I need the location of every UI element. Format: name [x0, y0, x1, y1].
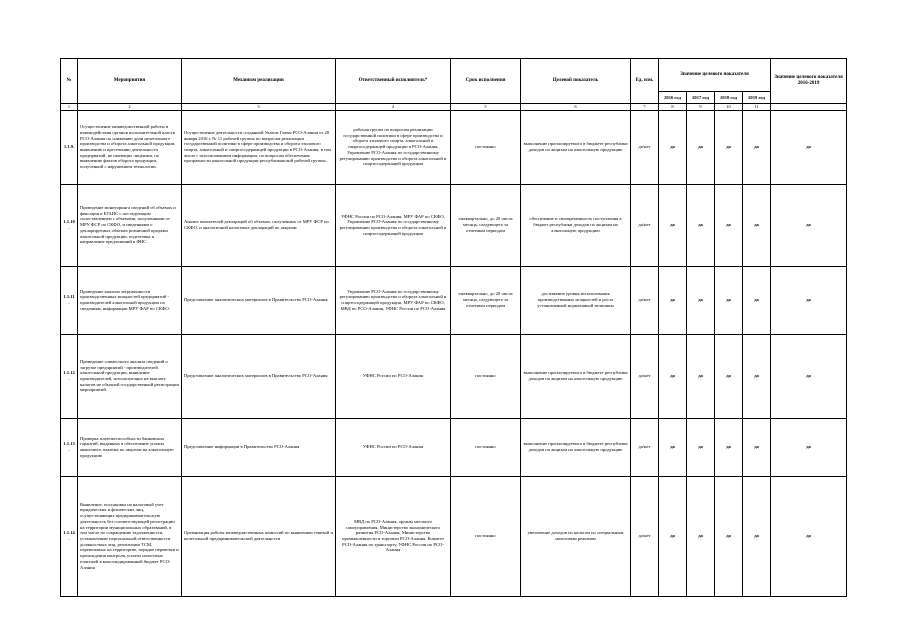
table-row	[61, 266, 847, 334]
row-num: 1.1.9.	[61, 110, 78, 184]
header-target: Целевой показатель	[521, 59, 631, 104]
row-value-2017: да	[687, 266, 715, 334]
document-page	[60, 58, 846, 597]
row-value-2016: да	[659, 418, 687, 476]
header-num: №	[61, 59, 78, 104]
row-value-2019: да	[743, 266, 771, 334]
row-value-2018: да	[715, 110, 743, 184]
row-measure: Проверка платежеспособности банковских гарантий, выданных в обеспечение уплаты авансового платежа по акцизам на алкогольную продукцию	[78, 418, 182, 476]
row-total: да	[771, 184, 847, 266]
column-number: 3	[182, 104, 336, 111]
measures-table	[60, 58, 847, 597]
row-total: да	[771, 110, 847, 184]
row-num: 1.1.10.	[61, 184, 78, 266]
row-unit: да/нет	[631, 334, 659, 418]
header-values-group: Значение целевого показателя	[659, 59, 771, 92]
row-unit: да/нет	[631, 266, 659, 334]
row-responsible: УФНС России по РСО-Алания, МРУ ФАР по СКФО, Управление РСО-Алания по государственному регулированию производства и оборота алкогольной и спиртосодержащей продукции	[336, 184, 451, 266]
table-row	[61, 184, 847, 266]
column-number: 8	[659, 104, 687, 111]
row-unit: да/нет	[631, 418, 659, 476]
row-value-2017: да	[687, 334, 715, 418]
row-responsible: Управление РСО-Алания по государственному регулированию производства и оборота алкогольной и спиртосодержащей продукции, МРУ ФАР по СКФО, МВД по РСО-Алания, УФНС России по РСО-Алания	[336, 266, 451, 334]
row-value-2016: да	[659, 184, 687, 266]
column-number: 4	[336, 104, 451, 111]
row-num: 1.1.11.	[61, 266, 78, 334]
row-total: да	[771, 418, 847, 476]
row-mechanism: Анализ показателей деклараций об объемах, полученных от МРУ ФСР по СКФО, и аналогичной налоговых деклараций по акцизам	[182, 184, 336, 266]
table-row	[61, 110, 847, 184]
table-row	[61, 418, 847, 476]
row-value-2019: да	[743, 110, 771, 184]
column-number: 6	[521, 104, 631, 111]
header-measure: Мероприятия	[78, 59, 182, 104]
row-target: обеспечение и своевременность поступления в бюджет республики доходов по акцизам на алкогольную продукцию	[521, 184, 631, 266]
column-number: 5	[451, 104, 521, 111]
header-total: Значение целевого показателя 2016-2019	[771, 59, 847, 104]
header-year: 2016 год	[659, 92, 687, 104]
row-value-2019: да	[743, 334, 771, 418]
row-value-2019: да	[743, 476, 771, 596]
row-deadline: постоянно	[451, 334, 521, 418]
row-deadline: ежеквартально, до 20 числа месяца, следующего за отчетным периодом	[451, 184, 521, 266]
row-total: да	[771, 266, 847, 334]
row-target: выполнение прогнозируемого в бюджете республики доходов по акцизам на алкогольную продукцию	[521, 418, 631, 476]
row-value-2018: да	[715, 184, 743, 266]
row-num: 1.1.13.	[61, 418, 78, 476]
column-number: 11	[743, 104, 771, 111]
row-responsible: МВД по РСО-Алания, органы местного самоуправления, Министерство экономического развития РСО-Алания, Министерство промышленности и торговли РСО-Алания, Комитет РСО-Алания по транспорту, УФНС России по РСО-Алания	[336, 476, 451, 596]
row-value-2016: да	[659, 334, 687, 418]
row-responsible: УФНС России по РСО-Алания	[336, 418, 451, 476]
column-number: 10	[715, 104, 743, 111]
row-deadline: ежеквартально, до 20 числа месяца, следующего за отчетным периодом	[451, 266, 521, 334]
column-number: 2	[78, 104, 182, 111]
row-measure: Проведение анализа загруженности производственных мощностей предприятий - производителей алкогольной продукции по сведениям, информации МРУ ФАР по СКФО.	[78, 266, 182, 334]
row-deadline: постоянно	[451, 110, 521, 184]
row-value-2017: да	[687, 418, 715, 476]
row-mechanism: Организация работы межведомственных комиссий по выявлению теневой и нелегальной предпринимательской деятельности	[182, 476, 336, 596]
row-total: да	[771, 334, 847, 418]
row-unit: да/нет	[631, 476, 659, 596]
row-value-2018: да	[715, 418, 743, 476]
header-mechanism: Механизм реализации	[182, 59, 336, 104]
row-measure: Проведение мониторинга сведений об объемах и фиксации в ЕГАИС с последующим сопоставлением с объемами, полученными от МРУ ФСР по СКФО, и сведениями о декларируемых объемах розничной продажи алкогольной продукции, подготовка и направление предложений в ФНС.	[78, 184, 182, 266]
row-value-2017: да	[687, 110, 715, 184]
header-year: 2018 год	[715, 92, 743, 104]
row-value-2016: да	[659, 110, 687, 184]
row-target: достижение уровня использования производственных мощностей и роста установленной нормативной величины	[521, 266, 631, 334]
row-responsible: рабочая группа по вопросам реализации государственной политики в сфере производства и оборота этилового спирта, алкогольной и спиртосодержащей продукции в РСО-Алания, Управление РСО-Алания по государственному регулированию производства и оборота алкогольной и спиртосодержащей продукции	[336, 110, 451, 184]
row-total: да	[771, 476, 847, 596]
row-value-2018: да	[715, 476, 743, 596]
row-target: выполнение прогнозируемого в бюджете республики доходов по акцизам на алкогольную продукцию	[521, 334, 631, 418]
row-value-2017: да	[687, 476, 715, 596]
row-deadline: постоянно	[451, 418, 521, 476]
table-row	[61, 476, 847, 596]
row-mechanism: Представление аналитических материалов в Правительство РСО-Алания	[182, 334, 336, 418]
row-measure: Проведение совместного анализа сведений о загрузке предприятий - производителей алкогольной продукции, выявление производителей, использующих на выплату налогов не обычной государственной регистрации мероприятий.	[78, 334, 182, 418]
row-value-2019: да	[743, 184, 771, 266]
header-year: 2017 год	[687, 92, 715, 104]
header-year: 2019 год	[743, 92, 771, 104]
row-unit: да/нет	[631, 110, 659, 184]
row-num: 1.1.12.	[61, 334, 78, 418]
header-unit: Ед. изм.	[631, 59, 659, 104]
row-unit: да/нет	[631, 184, 659, 266]
row-value-2018: да	[715, 266, 743, 334]
row-value-2016: да	[659, 476, 687, 596]
row-target: выполнение прогнозируемого в бюджете республики доходов по акцизам на алкогольную продукцию	[521, 110, 631, 184]
row-mechanism: Представление аналитических материалов в Правительство РСО-Алания	[182, 266, 336, 334]
row-value-2018: да	[715, 334, 743, 418]
row-measure: Выявление, постановка на налоговый учет юридических и физических лиц, осуществляющих предпринимательскую деятельность без соответствующей регистрации на территории муниципальных образований, в том числе по сокращению задолженности, установлению персональной ответственности должностных лиц, реализации ТСМ, перевозимых на территорию, порядке перевозки и прохождения контроля, уплаты налоговых платежей в консолидированный бюджет РСО-Алания	[78, 476, 182, 596]
row-mechanism: Осуществление деятельности созданной Указом Главы РСО-Алания от 28 января 2016 г. № 11 рабочей группы по вопросам реализации государственной политики в сфере производства и оборота этилового спирта, алкогольной и спиртосодержащей продукции в РСО-Алания, в том числе с использованием информации, по вопросам обеспечения прозрачности алкогольной продукции республиканской рабочей группы.	[182, 110, 336, 184]
column-number: 7	[631, 104, 659, 111]
row-value-2019: да	[743, 418, 771, 476]
column-number: 1	[61, 104, 78, 111]
table-row	[61, 334, 847, 418]
header-responsible: Ответственный исполнитель*	[336, 59, 451, 104]
row-value-2017: да	[687, 184, 715, 266]
row-target: увеличение доходов по налогам по специальным налоговым режимам	[521, 476, 631, 596]
row-measure: Осуществление межведомственной работы и взаимодействия органов исполнительной власти РСО-Алания по снижению доли нелегального производства и оборота алкогольной продукции, выявлению и пресечению деятельности предприятий, не имеющих лицензии, по выявлению фактов оборота продукции, полученной с нарушением технологии.	[78, 110, 182, 184]
header-deadline: Срок исполнения	[451, 59, 521, 104]
row-value-2016: да	[659, 266, 687, 334]
row-responsible: УФНС России по РСО-Алания	[336, 334, 451, 418]
row-deadline: постоянно	[451, 476, 521, 596]
column-number: 9	[687, 104, 715, 111]
row-num: 1.1.14.	[61, 476, 78, 596]
row-mechanism: Представление информации в Правительство РСО-Алания	[182, 418, 336, 476]
header-row	[61, 59, 847, 92]
